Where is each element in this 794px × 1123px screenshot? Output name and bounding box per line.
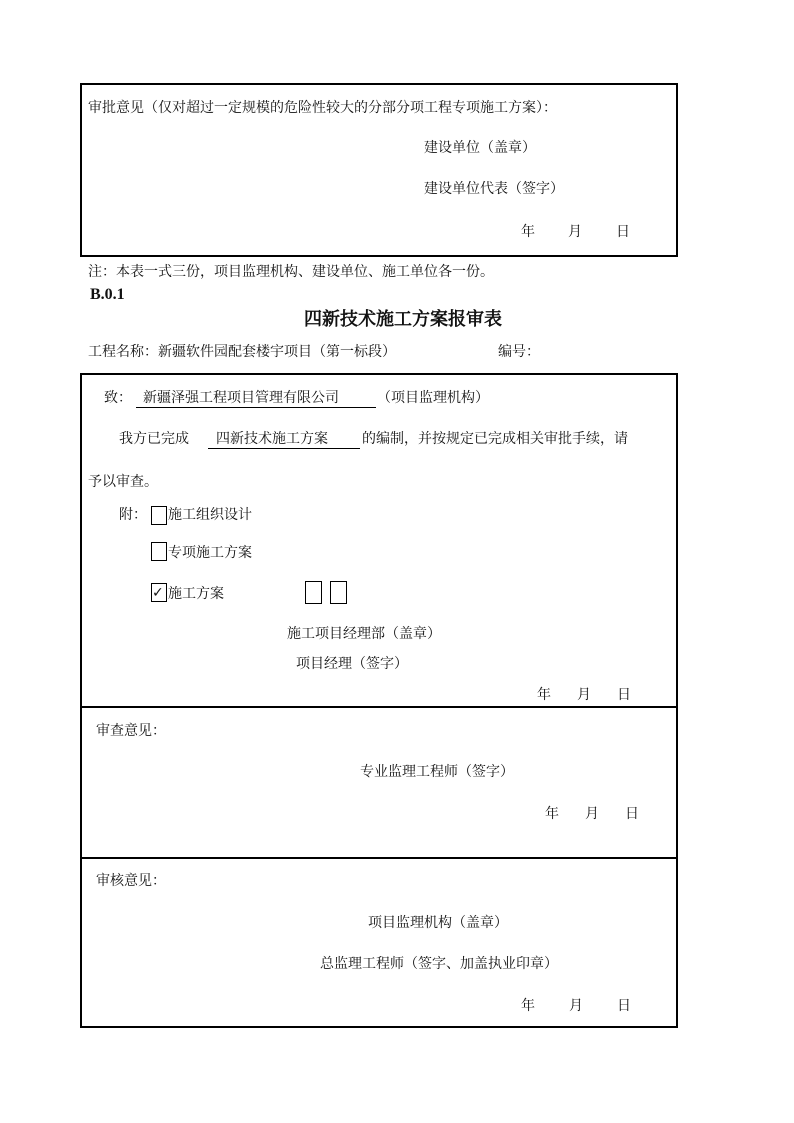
attachment-checkbox-2[interactable] bbox=[151, 542, 167, 561]
supervisor-org-name: 新疆泽强工程项目管理有限公司 bbox=[143, 390, 339, 406]
org-seal-label: 项目监理机构（盖章） bbox=[368, 915, 508, 931]
date-day: 日 bbox=[625, 806, 639, 822]
review-opinion-label: 审查意见： bbox=[96, 723, 166, 739]
attachment-checkbox-1[interactable] bbox=[151, 506, 167, 525]
date-month: 月 bbox=[585, 806, 599, 822]
approval-opinion-label: 审批意见（仅对超过一定规模的危险性较大的分部分项工程专项施工方案）： bbox=[88, 100, 557, 116]
date-day: 日 bbox=[616, 224, 630, 240]
project-name: 工程名称：新疆软件园配套楼宇项目（第一标段） bbox=[88, 344, 396, 360]
attachment-label: 附： bbox=[119, 507, 147, 523]
row-divider-1 bbox=[80, 706, 678, 708]
audit-opinion-label: 审核意见： bbox=[96, 873, 166, 889]
attachment-label-3: 施工方案 bbox=[168, 586, 224, 602]
row-divider-2 bbox=[80, 857, 678, 859]
date-month: 月 bbox=[577, 687, 591, 703]
date-day: 日 bbox=[617, 998, 631, 1014]
date-month: 月 bbox=[569, 998, 583, 1014]
completed-item-underline bbox=[208, 448, 360, 449]
chief-sign-label: 总监理工程师（签字、加盖执业印章） bbox=[320, 956, 558, 972]
attachment-label-2: 专项施工方案 bbox=[168, 545, 252, 561]
attachment-label-1: 施工组织设计 bbox=[168, 507, 252, 523]
completed-item: 四新技术施工方案 bbox=[216, 431, 328, 447]
date-year: 年 bbox=[537, 687, 551, 703]
date-day: 日 bbox=[617, 687, 631, 703]
copies-note: 注：本表一式三份，项目监理机构、建设单位、施工单位各一份。 bbox=[88, 264, 494, 280]
form-code: B.0.1 bbox=[90, 286, 125, 303]
supervisor-org-suffix: （项目监理机构） bbox=[377, 390, 489, 406]
form-number-label: 编号： bbox=[498, 344, 540, 360]
pm-sign-label: 项目经理（签字） bbox=[296, 656, 408, 672]
date-year: 年 bbox=[545, 806, 559, 822]
engineer-sign-label: 专业监理工程师（签字） bbox=[360, 764, 514, 780]
check-mark-icon: ✓ bbox=[152, 585, 164, 601]
date-year: 年 bbox=[521, 224, 535, 240]
contractor-seal-label: 施工项目经理部（盖章） bbox=[287, 626, 441, 642]
completed-prefix: 我方已完成 bbox=[119, 431, 189, 447]
blank-box-2 bbox=[330, 581, 347, 604]
attachment-checkbox-3[interactable] bbox=[151, 583, 167, 602]
blank-box-1 bbox=[305, 581, 322, 604]
owner-rep-label: 建设单位代表（签字） bbox=[424, 181, 564, 197]
owner-seal-label: 建设单位（盖章） bbox=[424, 140, 536, 156]
supervisor-org-underline bbox=[136, 407, 376, 408]
date-year: 年 bbox=[521, 998, 535, 1014]
completed-suffix: 的编制，并按规定已完成相关审批手续，请 bbox=[362, 431, 628, 447]
date-month: 月 bbox=[568, 224, 582, 240]
request-review-text: 予以审查。 bbox=[88, 474, 158, 490]
to-prefix: 致： bbox=[104, 390, 132, 406]
form-title: 四新技术施工方案报审表 bbox=[304, 309, 502, 330]
